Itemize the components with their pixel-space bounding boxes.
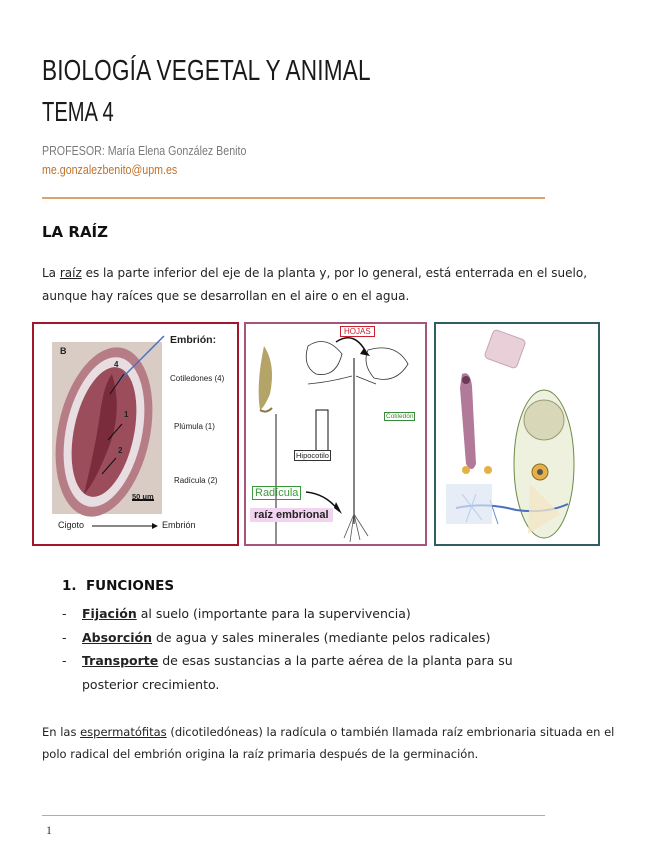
- term-raiz: raíz: [59, 266, 82, 280]
- figure-letter: B: [60, 346, 67, 356]
- term-espermatofitas: espermatófitas: [80, 725, 167, 739]
- label-raiz-embrional: raíz embrional: [250, 508, 333, 522]
- label-cotiledones: Cotiledones (4): [170, 374, 225, 383]
- list-item: - Transporte de esas sustancias a la parte aérea de la planta para su posterior crecimiento.: [62, 653, 513, 692]
- functions-list: [62, 602, 562, 696]
- label-hojas: HOJAS: [340, 326, 375, 337]
- footer-divider: [42, 815, 545, 816]
- figure-embryo-micrograph: [32, 322, 239, 546]
- label-cigoto: Cigoto: [58, 520, 85, 530]
- term-transporte: Transporte: [82, 653, 159, 668]
- term-absorcion: Absorción: [82, 629, 152, 645]
- scale-bar-label: 50 μm: [132, 492, 154, 501]
- label-embrion: Embrión:: [170, 334, 217, 346]
- label-4: 4: [114, 360, 119, 369]
- label-plumula: Plúmula (1): [174, 422, 215, 431]
- section-heading: LA RAÍZ: [42, 223, 109, 241]
- header-divider: [42, 197, 545, 199]
- label-radicula-seedling: Radícula: [252, 486, 301, 500]
- figure-root-cells: [434, 322, 600, 546]
- professor-line: PROFESOR: María Elena González Benito: [42, 143, 247, 158]
- label-1: 1: [124, 410, 129, 419]
- professor-email[interactable]: me.gonzalezbenito@upm.es: [42, 162, 178, 177]
- figure-seedling-diagram: [244, 322, 427, 546]
- label-embrion-bottom: Embrión: [162, 520, 196, 530]
- label-hipocotilo: Hipocotilo: [296, 451, 329, 460]
- term-fijacion: Fijación: [82, 606, 137, 621]
- label-cotiledon: Cotiledón: [386, 413, 414, 420]
- list-item: - Fijación al suelo (importante para la supervivencia): [62, 606, 411, 621]
- label-2: 2: [118, 446, 123, 455]
- page-number: 1: [46, 823, 52, 837]
- document-subtitle: TEMA 4: [42, 96, 114, 127]
- list-item: - Absorción de agua y sales minerales (mediante pelos radicales): [62, 629, 491, 645]
- intro-paragraph: La raíz es la parte inferior del eje de la planta y, por lo general, está enterrada en el suelo, aunque hay raíces que se desarrollan en el aire o en el agua.: [42, 266, 588, 303]
- root-cells-illustration: [436, 324, 598, 544]
- label-radicula: Radícula (2): [174, 476, 218, 485]
- body-paragraph: En las espermatófitas (dicotiledóneas) la radícula o también llamada raíz embrionaria situada en el polo radical del embrión origina la raíz primaria después de la germinación.: [42, 725, 615, 761]
- document-title: BIOLOGÍA VEGETAL Y ANIMAL: [42, 55, 371, 87]
- embryo-illustration: [34, 324, 237, 544]
- functions-heading: 1. FUNCIONES: [62, 578, 175, 594]
